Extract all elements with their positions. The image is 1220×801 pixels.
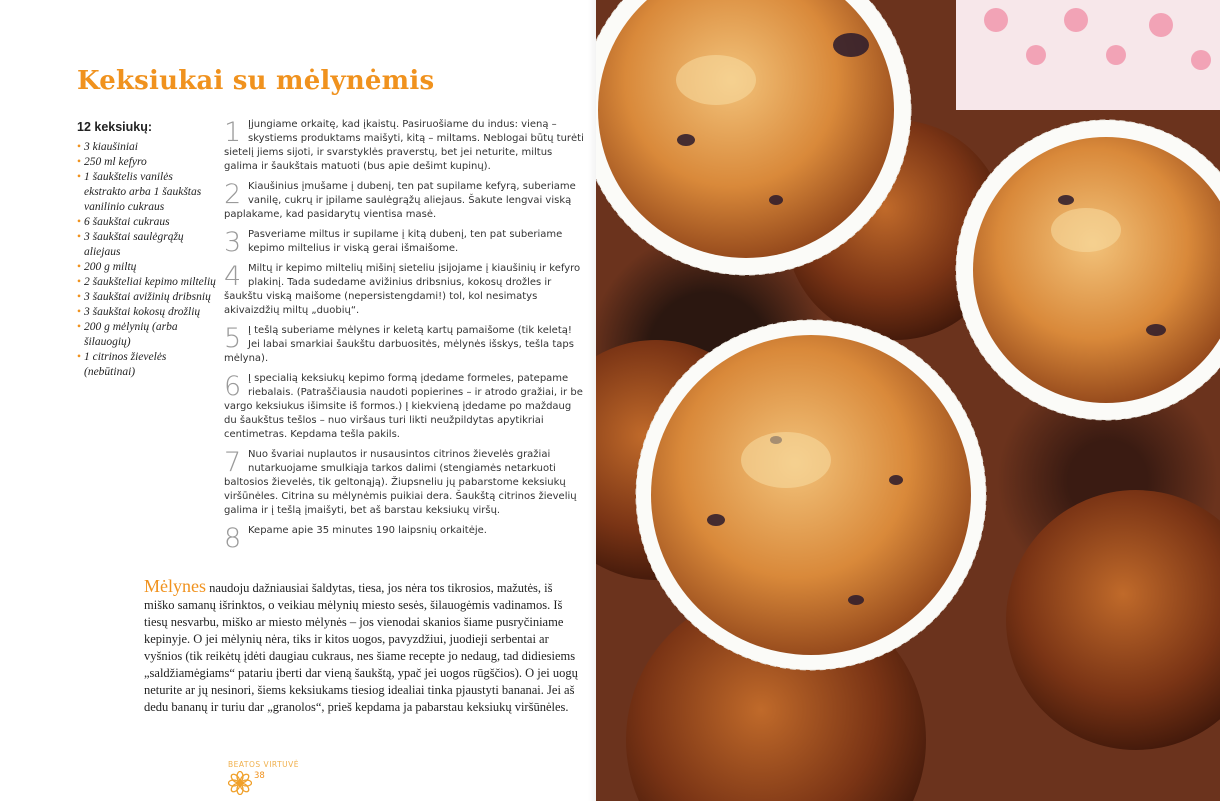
step xyxy=(224,372,586,442)
step-text: Kepame apie 35 minutes 190 laipsnių orkaitėje. xyxy=(248,525,487,536)
step xyxy=(224,524,586,552)
ingredient-item: • 2 šaukšteliai kepimo miltelių xyxy=(77,275,217,290)
ingredients-heading: 12 keksiukų: xyxy=(77,120,153,134)
step-number: 4 xyxy=(224,261,242,292)
ingredient-item: • 3 šaukštai kokosų drožlių xyxy=(77,305,217,320)
method-steps xyxy=(224,118,586,558)
step-text: Kiaušinius įmušame į dubenį, ten pat supilame kefyrą, suberiame vanilę, cukrų ir įpilame saulėgrąžų aliejaus. Šakute lengvai viską paplakame, kad pasidarytų vientisa masė. xyxy=(224,181,576,220)
step xyxy=(224,180,586,222)
muffin-photo xyxy=(596,0,1220,801)
step xyxy=(224,118,586,174)
page-footer xyxy=(228,760,300,781)
step xyxy=(224,228,586,256)
step-text: Į specialią keksiukų kepimo formą įdedame formeles, patepame riebalais. (Patraščiausia naudoti popierines – ir atrodo gražiai, ir be vargo keksiukus išimsite iš formos.) Į kiekvieną įdedame po maždaug du šaukštus tešlos – nuo viršaus turi likti neužpildytas apytikriai centimetras. Kepdama tešla pakils. xyxy=(224,373,583,440)
step-text: Įjungiame orkaitę, kad įkaistų. Pasiruošiame du indus: vieną – skystiems produktams maišyti, kitą – miltams. Neblogai būtų turėti sietelį jiems sijoti, ir svarstyklės praverstų, bet jei neturite, miltus galima ir šaukštais matuoti (bus apie dešimt kupinų). xyxy=(224,119,584,172)
ingredient-item: • 3 šaukštai saulėgrąžų aliejaus xyxy=(77,230,217,260)
footer-brand: BEATOS VIRTUVĖ xyxy=(228,760,300,769)
step xyxy=(224,324,586,366)
flower-icon xyxy=(228,771,252,795)
ingredient-item: • 1 citrinos žievelės (nebūtinai) xyxy=(77,350,217,380)
muffin-photo-illustration xyxy=(596,0,1220,801)
step-number: 3 xyxy=(224,227,242,258)
paragraph-lead-word: Mėlynes xyxy=(144,576,206,596)
step-text: Nuo švariai nuplautos ir nusausintos citrinos žievelės gražiai nutarkuojame smulkiąja tarkos dalimi (stengiamės netarkuoti baltosios žievelės, tik geltonąją). Žiupsneliu jų pabarstome keksiukų viršūnėles. Citrina su mėlynėmis puikiai dera. Šaukštą citrinos žievelių galima ir į tešlą įmaišyti, bet aš barstau keksiukų viršų. xyxy=(224,449,577,516)
intro-paragraph xyxy=(144,578,580,716)
ingredient-item: • 6 šaukštai cukraus xyxy=(77,215,217,230)
tablecloth xyxy=(956,0,1220,110)
step-text: Į tešlą suberiame mėlynes ir keletą kartų pamaišome (tik keletą! Jei labai smarkiai šaukštu darbuositės, mėlynės išskys, tešla taps mėlyna). xyxy=(224,325,574,364)
recipe-title: Keksiukai su mėlynėmis xyxy=(77,66,435,96)
step xyxy=(224,262,586,318)
paragraph-body: naudoju dažniausiai šaldytas, tiesa, jos nėra tos tikrosios, mažutės, iš miško samanų išrinktos, o veikiau mėlynių miesto sesės, šilauogėmis vadinamos. Iš tiesų nesvarbu, miško ar miesto mėlynės – jos vienodai skanios šiame pusryčiniame kepinyje. O jei mėlynių nėra, tiks ir kitos uogos, pavyzdžiui, juodieji serbentai ar vyšnios (tik reikėtų įdėti daugiau cukraus, nes šiame recepte jo nedaug, tad didiesiems „saldžiamėgiams“ patariu įberti dar vieną šaukštą, ypač jei uogos rūgščios). O jei uogų neturite ar jų nesinori, šiems keksiukams tiesiog idealiai tinka pjaustyti bananai. Jei aš dedu bananų ir turiu dar „granolos“, prieš kepdama ja pabarstau keksiukų viršūnėles. xyxy=(144,581,578,714)
step-number: 7 xyxy=(224,447,242,478)
step-number: 5 xyxy=(224,323,242,354)
ingredient-item: • 200 g miltų xyxy=(77,260,217,275)
ingredient-item: • 3 šaukštai avižinių dribsnių xyxy=(77,290,217,305)
step-number: 2 xyxy=(224,179,242,210)
step-text: Pasveriame miltus ir supilame į kitą dubenį, ten pat suberiame kepimo miltelius ir viską gerai išmaišome. xyxy=(248,229,563,254)
step xyxy=(224,448,586,518)
step-number: 6 xyxy=(224,371,242,402)
step-number: 8 xyxy=(224,523,242,554)
page-number: 38 xyxy=(254,771,265,781)
step-text: Miltų ir kepimo miltelių mišinį sieteliu įsijojame į kiaušinių ir kefyro plakinį. Tada sudedame avižinius dribsnius, kokosų drožles ir šaukštu viską maišome (nepersistengdami!) tol, kol nesimatys akivaizdžių miltų „duobių“. xyxy=(224,263,581,316)
ingredient-item: • 250 ml kefyro xyxy=(77,155,217,170)
ingredient-item: • 200 g mėlynių (arba šilauogių) xyxy=(77,320,217,350)
left-page xyxy=(0,0,596,801)
ingredient-item: • 1 šaukštelis vanilės ekstrakto arba 1 šaukštas vanilinio cukraus xyxy=(77,170,217,215)
ingredients-list xyxy=(77,140,217,380)
ingredient-item: • 3 kiaušiniai xyxy=(77,140,217,155)
step-number: 1 xyxy=(224,117,242,148)
